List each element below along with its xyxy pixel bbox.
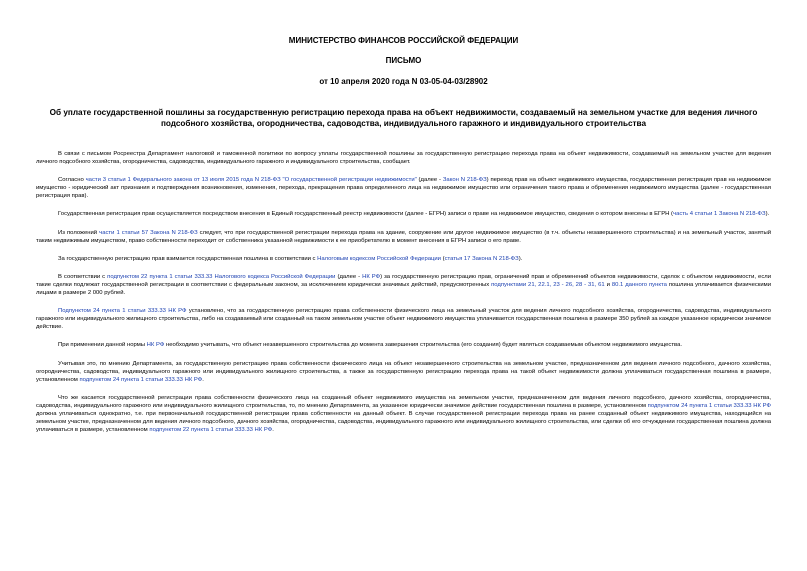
paragraph-text: ) за государственную регистрацию прав, ограничений прав и обременений объектов недвижимости, сделок с объектом недвижимости, если такие сделки подлежат государственной регистрации в соответствии с федеральным законом, за исключением юридически значимых действий, предусмотренных xyxy=(36,273,771,288)
paragraph-text: установлено, что за государственную регистрацию права собственности физического лица на земельный участок для ведения личного подсобного хозяйства, огородничества, садоводства, индивидуального гаражного или индивидуального жилищного строительства, либо на создаваемый или созданный на таком земельном участке объект недвижимого имущества уплачивается государственная пошлина в размере 350 рублей за каждое указанное юридически значимое действие. xyxy=(36,308,771,331)
document-subject: Об уплате государственной пошлины за государственную регистрацию перехода права на объект недвижимости, создаваемый на земельном участке для ведения личного подсобного хозяйства, огородничества, садоводства, индивидуального гаражного и индивидуального строительства xyxy=(49,108,758,128)
ministry-name: МИНИСТЕРСТВО ФИНАНСОВ РОССИЙСКОЙ ФЕДЕРАЦИИ xyxy=(288,36,519,45)
paragraph-text: следует, что при государственной регистрации перехода права на здание, сооружение или другое недвижимое имущество (в т.ч. объекты незавершенного строительства) и на земельный участок, занятый таким недвижимым имуществом, право собственности переходит от собственника указанной недвижимости к ее приобретателю в момент внесения в ЕГРН записи о его праве. xyxy=(36,229,771,244)
document-header xyxy=(36,36,771,87)
legal-reference-link[interactable]: Подпунктом 24 пункта 1 статьи 333.33 НК РФ xyxy=(58,308,187,315)
legal-reference-link[interactable]: подпунктами 21, 22.1, 23 - 26, 28 - 31, 61 xyxy=(491,281,605,288)
paragraph-text: Согласно xyxy=(58,177,86,184)
paragraph-text: Государственная регистрация прав осуществляется посредством внесения в Единый государственный реестр недвижимости (далее - ЕГРН) записи о праве на недвижимое имущество, сведения о котором внесены в ЕГРН ( xyxy=(58,211,673,218)
paragraph-p2 xyxy=(36,176,771,200)
paragraph-p10 xyxy=(36,394,771,434)
paragraph-text: Учитывая это, по мнению Департамента, за государственную регистрацию права собственности физического лица на объект незавершенного строительства на земельном участке, предназначенном для ведения личного подсобного, дачного хозяйства, огородничества, садоводства, индивидуального гаражного или индивидуального жилищного строительства, а также за государственную регистрацию перехода права на такой объект недвижимости должна уплачиваться государственная пошлина в размере, установленном xyxy=(36,360,771,383)
document-body xyxy=(36,150,771,434)
legal-reference-link[interactable]: части 3 статьи 1 Федерального закона от 13 июля 2015 года N 218-ФЗ "О государственной регистрации недвижимости" xyxy=(85,177,417,184)
paragraph-p8 xyxy=(36,341,771,349)
legal-reference-link[interactable]: статья 17 Закона N 218-ФЗ xyxy=(444,255,519,262)
document-date-number: от 10 апреля 2020 года N 03-05-04-03/28902 xyxy=(319,77,488,86)
paragraph-text: ). xyxy=(518,255,523,262)
paragraph-p1 xyxy=(36,150,771,166)
paragraph-text: ). xyxy=(765,211,770,218)
legal-reference-link[interactable]: подпунктом 22 пункта 1 статьи 333.33 НК РФ xyxy=(149,427,273,434)
legal-reference-link[interactable]: подпунктом 24 пункта 1 статьи 333.33 НК РФ xyxy=(79,376,203,383)
paragraph-text: Что же касается государственной регистрации права собственности физического лица на созданный объект недвижимого имущества на земельном участке, предназначенном для ведения личного подсобного, дачного хозяйства, огородничества, садоводства, индивидуального гаражного или индивидуального жилищного строительства, то, по мнению Департамента, за указанное юридически значимое действие государственная пошлина в размере, установленном xyxy=(36,394,771,409)
paragraph-p3 xyxy=(36,210,771,218)
paragraph-text: (далее - xyxy=(335,273,363,280)
paragraph-text: . xyxy=(202,376,204,383)
legal-reference-link[interactable]: 80.1 данного пункта xyxy=(611,281,667,288)
paragraph-text: должна уплачиваться однократно, т.е. при первоначальной государственной регистрации права собственности на данный объект. В случае государственной регистрации перехода права на ранее созданный объект недвижимого имущества, находящийся на земельном участке, предназначенном для ведения личного подсобного, дачного хозяйства, огородничества, садоводства, индивидуального гаражного или индивидуального жилищного строительства, или сделки об его отчуждении государственная пошлина должна уплачиваться в размере, установленном xyxy=(36,410,771,434)
legal-reference-link[interactable]: подпунктом 22 пункта 1 статьи 333.33 Налогового кодекса Российской Федерации xyxy=(107,273,336,280)
paragraph-p5 xyxy=(36,255,771,263)
legal-reference-link[interactable]: Закон N 218-ФЗ xyxy=(442,177,487,184)
paragraph-text: необходимо учитывать, что объект незавершенного строительства до момента завершения строительства (его создания) будет являться создаваемым объектом недвижимого имущества. xyxy=(164,342,683,349)
paragraph-text: При применении данной нормы xyxy=(58,342,147,349)
paragraph-text: За государственную регистрацию прав взимается государственная пошлина в соответствии с xyxy=(58,255,318,262)
legal-reference-link[interactable]: НК РФ xyxy=(362,273,381,280)
paragraph-p6 xyxy=(36,273,771,297)
document-type: ПИСЬМО xyxy=(385,56,422,65)
paragraph-text: В связи с письмом Росреестра Департамент налоговой и таможенной политики по вопросу уплаты государственной пошлины за государственную регистрацию перехода права на объект недвижимости, создаваемый на земельном участке для ведения личного подсобного хозяйства, огородничества, садоводства, индивидуального гаражного и индивидуального строительства, сообщает. xyxy=(36,151,771,166)
legal-reference-link[interactable]: Налоговым кодексом Российской Федерации xyxy=(317,255,441,262)
paragraph-text: и xyxy=(604,281,612,288)
paragraph-text: (далее - xyxy=(416,177,443,184)
legal-reference-link[interactable]: части 1 статьи 57 Закона N 218-ФЗ xyxy=(99,229,198,236)
legal-reference-link[interactable]: часть 4 статьи 1 Закона N 218-ФЗ xyxy=(673,211,766,218)
paragraph-text: ) переход прав на объект недвижимого имущества, государственная регистрация прав на недвижимое имущество - юридический акт признания и подтверждения возникновения, изменения, перехода, прекращения права определенного лица на недвижимое имущество или ограничения такого права и обременения недвижимого имущества (далее - государственная регистрация прав). xyxy=(36,177,772,200)
paragraph-text: ( xyxy=(440,255,445,262)
paragraph-text: пошлина уплачивается физическими лицами в размере 2 000 рублей. xyxy=(36,281,771,297)
paragraph-text: . xyxy=(272,427,274,434)
paragraph-text: В соответствии с xyxy=(58,273,108,280)
paragraph-p4 xyxy=(36,229,771,245)
paragraph-p7 xyxy=(36,307,771,331)
legal-reference-link[interactable]: НК РФ xyxy=(146,342,165,349)
paragraph-text: Из положений xyxy=(58,229,100,236)
legal-reference-link[interactable]: подпунктом 24 пункта 1 статьи 333.33 НК РФ xyxy=(647,402,771,409)
paragraph-p9 xyxy=(36,360,771,384)
